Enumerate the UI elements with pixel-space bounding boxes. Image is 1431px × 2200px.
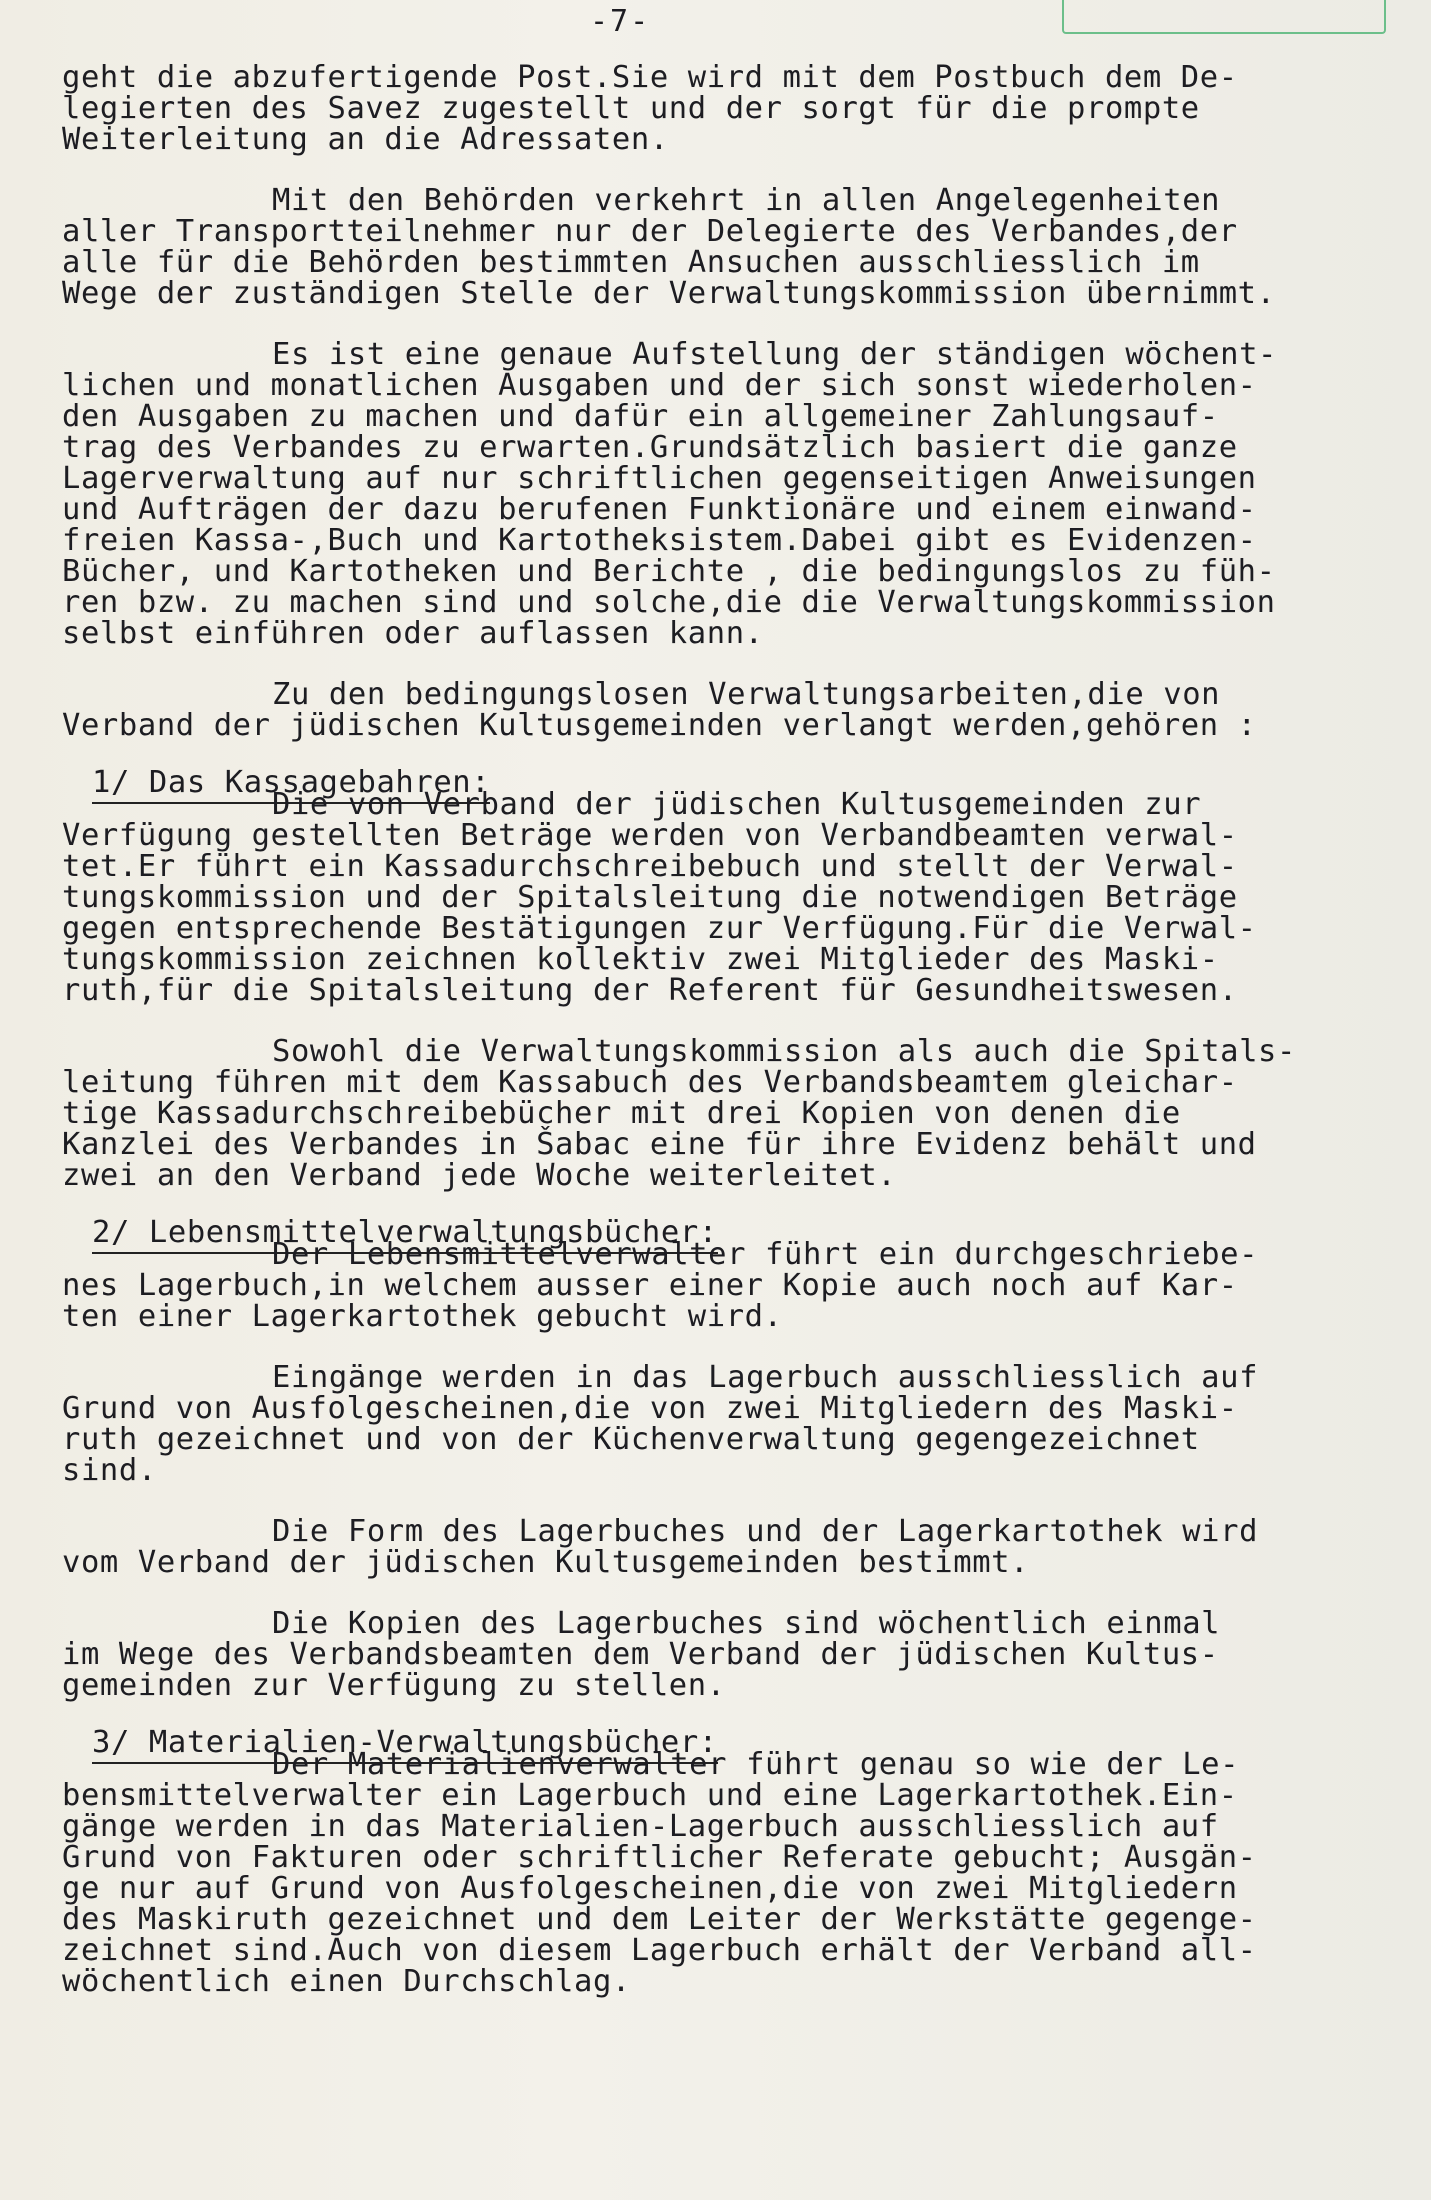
section-kassagebahren-2	[62, 1036, 1352, 1191]
text-line: legierten des Savez zugestellt und der sorgt für die prompte	[62, 91, 1200, 126]
text-line: ruth,für die Spitalsleitung der Referent für Gesundheitswesen.	[62, 973, 1238, 1008]
section-heading-materialien: 3/ Materialien-Verwaltungsbücher:	[92, 1727, 718, 1764]
text-line: lichen und monatlichen Ausgaben und der sich sonst wiederholen-	[62, 368, 1257, 403]
text-line: Mit den Behörden verkehrt in allen Angelegenheiten	[272, 183, 1221, 218]
text-line: tungskommission zeichnen kollektiv zwei Mitglieder des Maski-	[62, 942, 1219, 977]
text-line: Weiterleitung an die Adressaten.	[62, 122, 669, 157]
text-line: leitung führen mit dem Kassabuch des Verbandsbeamtem gleichar-	[62, 1065, 1238, 1100]
text-line: alle für die Behörden bestimmten Ansuchen ausschliesslich im	[62, 245, 1200, 280]
section-heading-lebensmittel: 2/ Lebensmittelverwaltungsbücher:	[92, 1217, 718, 1254]
text-line: Lagerverwaltung auf nur schriftlichen gegenseitigen Anweisungen	[62, 461, 1257, 496]
text-line: Grund von Ausfolgescheinen,die von zwei Mitgliedern des Maski-	[62, 1391, 1238, 1426]
text-line: Es ist eine genaue Aufstellung der ständigen wöchent-	[272, 337, 1278, 372]
text-line: ten einer Lagerkartothek gebucht wird.	[62, 1299, 783, 1334]
text-line: Verband der jüdischen Kultusgemeinden verlangt werden,gehören :	[62, 708, 1257, 743]
text-line: Die Form des Lagerbuches und der Lagerkartothek wird	[272, 1514, 1259, 1549]
text-line: Die Kopien des Lagerbuches sind wöchentlich einmal	[272, 1606, 1221, 1641]
text-line: nes Lagerbuch,in welchem ausser einer Kopie auch noch auf Kar-	[62, 1268, 1238, 1303]
text-line: gegen entsprechende Bestätigungen zur Verfügung.Für die Verwal-	[62, 911, 1257, 946]
text-line: tige Kassadurchschreibebücher mit drei Kopien von denen die	[62, 1096, 1181, 1131]
paragraph-verwaltungsarbeiten	[62, 679, 1352, 741]
text-line: trag des Verbandes zu erwarten.Grundsätzlich basiert die ganze	[62, 430, 1238, 465]
text-line: vom Verband der jüdischen Kultusgemeinden bestimmt.	[62, 1545, 1030, 1580]
text-line: geht die abzufertigende Post.Sie wird mit dem Postbuch dem De-	[62, 60, 1238, 95]
text-line: des Maskiruth gezeichnet und dem Leiter der Werkstätte gegenge-	[62, 1902, 1257, 1937]
text-line: den Ausgaben zu machen und dafür ein allgemeiner Zahlungsauf-	[62, 399, 1219, 434]
text-line: ruth gezeichnet und von der Küchenverwaltung gegengezeichnet	[62, 1422, 1200, 1457]
section-lebensmittel-4	[62, 1608, 1352, 1701]
text-line: Eingänge werden in das Lagerbuch ausschliesslich auf	[272, 1360, 1259, 1395]
text-line: Die von Verband der jüdischen Kultusgemeinden zur	[272, 787, 1202, 822]
text-line: sind.	[62, 1453, 157, 1488]
text-line: Bücher, und Kartotheken und Berichte , die bedingungslos zu füh-	[62, 554, 1276, 589]
text-line: ge nur auf Grund von Ausfolgescheinen,die von zwei Mitgliedern	[62, 1871, 1238, 1906]
text-line: Kanzlei des Verbandes in Šabac eine für ihre Evidenz behält und	[62, 1127, 1257, 1162]
section-kassagebahren	[62, 789, 1352, 1006]
text-line: selbst einführen oder auflassen kann.	[62, 616, 764, 651]
paragraph-ausgaben	[62, 339, 1352, 649]
text-line: im Wege des Verbandsbeamten dem Verband der jüdischen Kultus-	[62, 1637, 1219, 1672]
text-line: bensmittelverwalter ein Lagerbuch und eine Lagerkartothek.Ein-	[62, 1778, 1238, 1813]
text-line: Grund von Fakturen oder schriftlicher Referate gebucht; Ausgän-	[62, 1840, 1257, 1875]
document-body	[62, 62, 1352, 1997]
text-line: gänge werden in das Materialien-Lagerbuch ausschliesslich auf	[62, 1809, 1219, 1844]
text-line: ren bzw. zu machen sind und solche,die die Verwaltungskommission	[62, 585, 1276, 620]
text-line: gemeinden zur Verfügung zu stellen.	[62, 1668, 726, 1703]
text-line: Der Materialienverwalter führt genau so wie der Le-	[272, 1747, 1240, 1782]
text-line: zeichnet sind.Auch von diesem Lagerbuch erhält der Verband all-	[62, 1933, 1257, 1968]
page-number: -7-	[590, 4, 651, 39]
section-heading-kassagebahren: 1/ Das Kassagebahren:	[92, 767, 490, 804]
text-line: wöchentlich einen Durchschlag.	[62, 1964, 631, 1999]
text-line: tungskommission und der Spitalsleitung die notwendigen Beträge	[62, 880, 1238, 915]
text-line: aller Transportteilnehmer nur der Delegierte des Verbandes,der	[62, 214, 1238, 249]
text-line: Wege der zuständigen Stelle der Verwaltungskommission übernimmt.	[62, 276, 1276, 311]
text-line: Zu den bedingungslosen Verwaltungsarbeiten,die von	[272, 677, 1221, 712]
text-line: Der Lebensmittelverwalter führt ein durchgeschriebe-	[272, 1237, 1259, 1272]
paragraph-behoerden	[62, 185, 1352, 309]
text-line: Sowohl die Verwaltungskommission als auch die Spitals-	[272, 1034, 1296, 1069]
section-materialien	[62, 1749, 1352, 1997]
text-line: tet.Er führt ein Kassadurchschreibebuch und stellt der Verwal-	[62, 849, 1238, 884]
stamp-frame	[1062, 0, 1386, 34]
text-line: und Aufträgen der dazu berufenen Funktionäre und einem einwand-	[62, 492, 1257, 527]
text-line: freien Kassa-,Buch und Kartotheksistem.Dabei gibt es Evidenzen-	[62, 523, 1257, 558]
text-line: Verfügung gestellten Beträge werden von Verbandbeamten verwal-	[62, 818, 1238, 853]
section-lebensmittel-3	[62, 1516, 1352, 1578]
intro-paragraph	[62, 62, 1352, 155]
text-line: zwei an den Verband jede Woche weiterleitet.	[62, 1158, 897, 1193]
section-lebensmittel-2	[62, 1362, 1352, 1486]
